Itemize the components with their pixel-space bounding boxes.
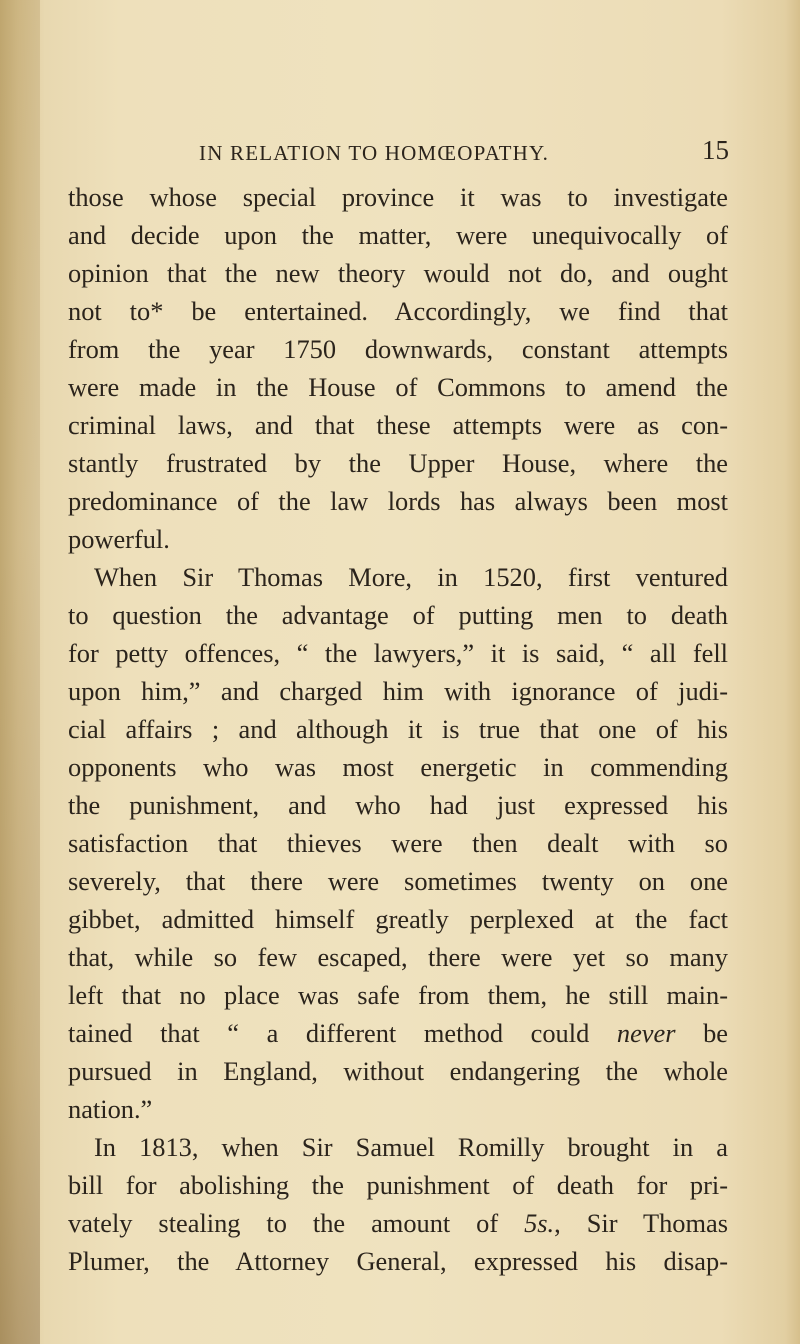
text-line: the punishment, and who had just expressed his <box>68 790 728 820</box>
text-segment: tained that “ a different method could <box>68 1018 617 1048</box>
text-line: not to* be entertained. Accordingly, we find that <box>68 296 728 326</box>
text-line: criminal laws, and that these attempts were as con- <box>68 410 728 440</box>
text-line: In 1813, when Sir Samuel Romilly brought in a <box>94 1132 728 1162</box>
text-line: gibbet, admitted himself greatly perplexed at the fact <box>68 904 728 934</box>
text-segment: vately stealing to the amount of <box>68 1208 525 1238</box>
text-line: predominance of the law lords has always been most <box>68 486 728 516</box>
text-segment: be <box>675 1018 728 1048</box>
running-head <box>199 141 629 166</box>
text-line: pursued in England, without endangering the whole <box>68 1056 728 1086</box>
page-number: 15 <box>702 135 729 165</box>
text-line: that, while so few escaped, there were yet so many <box>68 942 728 972</box>
italic-word: 5s. <box>524 1208 555 1238</box>
text-segment: , Sir Thomas <box>554 1208 728 1238</box>
text-line: When Sir Thomas More, in 1520, first ventured <box>94 562 728 592</box>
text-line: those whose special province it was to investigate <box>68 182 728 212</box>
text-line: stantly frustrated by the Upper House, where the <box>68 448 728 478</box>
text-line: and decide upon the matter, were unequivocally of <box>68 220 728 250</box>
text-line: opinion that the new theory would not do, and ought <box>68 258 728 288</box>
text-line: satisfaction that thieves were then dealt with so <box>68 828 728 858</box>
text-line: from the year 1750 downwards, constant attempts <box>68 334 728 364</box>
page-edge-stain <box>0 0 40 1344</box>
text-line-with-italic <box>68 1204 728 1242</box>
text-line-with-italic <box>68 1014 728 1052</box>
text-line: upon him,” and charged him with ignorance of judi- <box>68 676 728 706</box>
body-text <box>68 178 728 1280</box>
italic-word: never <box>616 1018 676 1048</box>
running-head-title: IN RELATION TO HOMŒOPATHY. <box>199 141 550 165</box>
text-line: opponents who was most energetic in commending <box>68 752 728 782</box>
text-line: to question the advantage of putting men to death <box>68 600 728 630</box>
text-line: powerful. <box>68 524 170 554</box>
text-line: left that no place was safe from them, he still main- <box>68 980 728 1010</box>
text-line: Plumer, the Attorney General, expressed his disap- <box>68 1246 728 1276</box>
text-line: cial affairs ; and although it is true that one of his <box>68 714 728 744</box>
text-line: were made in the House of Commons to amend the <box>68 372 728 402</box>
text-line: nation.” <box>68 1094 153 1124</box>
text-line: bill for abolishing the punishment of death for pri- <box>68 1170 728 1200</box>
text-line: severely, that there were sometimes twenty on one <box>68 866 728 896</box>
text-line: for petty offences, “ the lawyers,” it is said, “ all fell <box>68 638 728 668</box>
